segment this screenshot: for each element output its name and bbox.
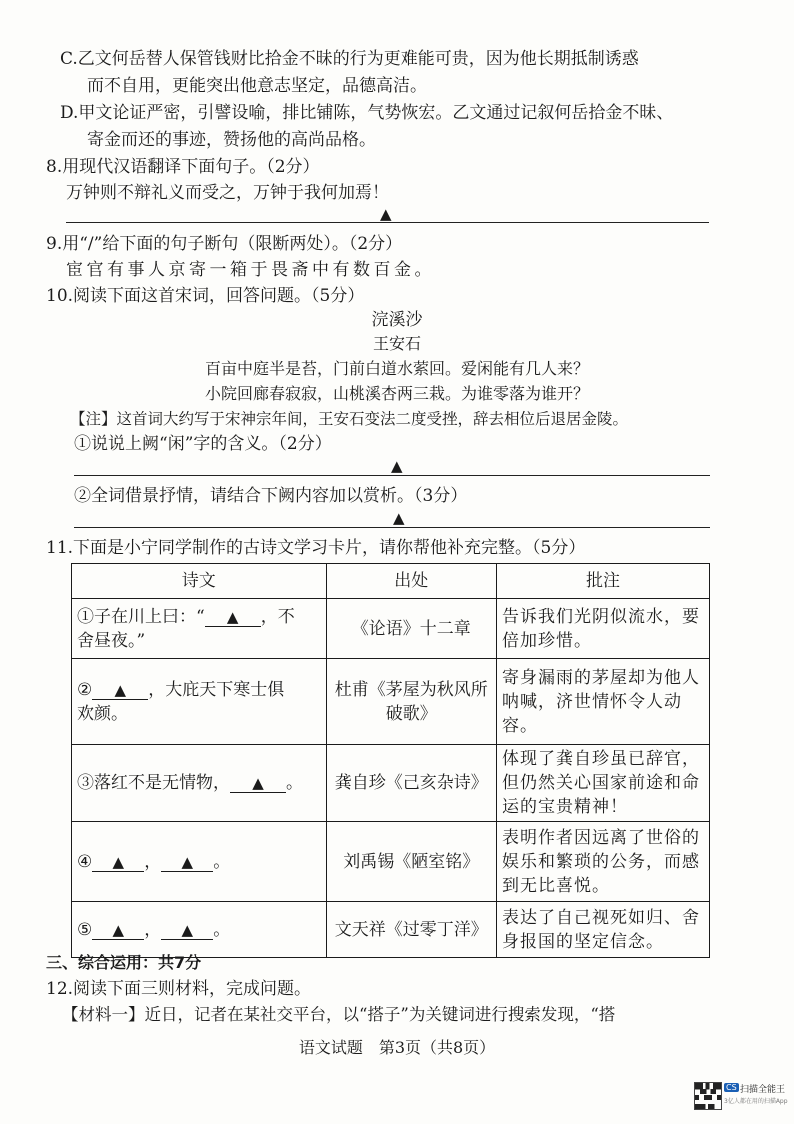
verse-text: ⑤ (77, 919, 93, 940)
note-cell: 告诉我们光阴似流水，要倍加珍惜。 (496, 599, 709, 659)
verse-text: 欢颜。 (77, 703, 128, 724)
q9-sentence: 宦官有事人京寄一箱于畏斋中有数百金。 (66, 260, 435, 280)
source-cell: 杜甫《茅屋为秋风所破歌》 (326, 659, 496, 745)
verse-cell (72, 902, 327, 958)
brand-badge: CS (726, 1083, 737, 1092)
q8-sentence: 万钟则不辩礼义而受之，万钟于我何加焉！ (66, 183, 389, 203)
table-row (72, 745, 710, 822)
answer-marker-icon: ▲ (380, 205, 392, 223)
table-row (72, 902, 710, 958)
option-c-line2: 而不自用，更能突出他意志坚定，品德高洁。 (87, 76, 427, 96)
verse-text: 舍昼夜。” (77, 630, 146, 651)
answer-marker-icon: ▲ (393, 509, 405, 527)
q9-title: 9.用“/”给下面的句子断句（限断两处）。（2分） (46, 234, 403, 254)
brand-name: 扫描全能王 (740, 1085, 786, 1095)
note-cell: 寄身漏雨的茅屋却为他人呐喊，济世情怀令人动容。 (496, 659, 709, 745)
verse-text: 。 (213, 851, 231, 872)
table-header-row (72, 564, 710, 599)
verse-cell (72, 659, 327, 745)
answer-line[interactable] (74, 527, 710, 528)
answer-line[interactable] (74, 475, 710, 476)
verse-text: ， (144, 851, 162, 872)
verse-text: ③落红不是无情物， (77, 773, 230, 793)
section-title: 三、综合运用：共7分 (46, 953, 202, 972)
q10-sub2: ②全词借景抒情，请结合下阙内容加以赏析。（3分） (74, 486, 468, 506)
verse-cell (72, 745, 327, 822)
verse-text: ② (77, 679, 93, 700)
table-row (72, 599, 710, 659)
q11-title: 11.下面是小宁同学制作的古诗文学习卡片，请你帮他补充完整。（5分） (46, 538, 586, 558)
poem-line-1: 百亩中庭半是苔，门前白道水萦回。爱闲能有几人来？ (204, 359, 589, 378)
fill-blank[interactable]: ▲ (161, 921, 213, 940)
verse-cell (72, 822, 327, 902)
note-cell: 表明作者因远离了世俗的娱乐和繁琐的公务，而感到无比喜悦。 (496, 822, 709, 902)
answer-line[interactable] (66, 222, 709, 223)
q10-sub1: ①说说上阙“闲”字的含义。（2分） (74, 434, 332, 454)
verse-text: ④ (77, 851, 93, 872)
fill-blank[interactable]: ▲ (161, 853, 213, 872)
poem-author: 王安石 (372, 334, 421, 353)
verse-text: ，不 (260, 606, 295, 627)
page-footer: 语文试题 第3页（共8页） (298, 1038, 496, 1057)
q12-title: 12.阅读下面三则材料，完成问题。 (46, 979, 312, 999)
source-cell: 《论语》十二章 (326, 599, 496, 659)
note-cell: 表达了自己视死如归、舍身报国的坚定信念。 (496, 902, 709, 958)
scanner-watermark (694, 1080, 789, 1116)
verse-text: 。 (286, 773, 303, 793)
source-cell: 文天祥《过零丁洋》 (326, 902, 496, 958)
q8-title: 8.用现代汉语翻译下面句子。（2分） (46, 157, 320, 177)
qr-code-icon (694, 1082, 722, 1110)
verse-text: ①子在川上曰：“ (77, 606, 205, 627)
note-cell: 体现了龚自珍虽已辞官，但仍然关心国家前途和命运的宝贵精神！ (496, 745, 709, 822)
material-1-text: 【材料一】近日，记者在某社交平台，以“搭子”为关键词进行搜索发现，“搭 (62, 1005, 616, 1024)
verse-cell (72, 599, 327, 659)
header-note: 批注 (496, 564, 709, 599)
table-row (72, 822, 710, 902)
fill-blank[interactable]: ▲ (205, 608, 261, 627)
option-d-line2: 寄金而还的事迹，赞扬他的高尚品格。 (87, 130, 376, 150)
brand-sub: 3亿人都在用的扫描App (724, 1098, 788, 1105)
study-card-table (71, 563, 710, 958)
poem-note: 【注】这首词大约写于宋神宗年间，王安石变法二度受挫，辞去相位后退居金陵。 (70, 410, 629, 428)
source-cell: 龚自珍《己亥杂诗》 (326, 745, 496, 822)
option-c-line1: C.乙文何岳替人保管钱财比拾金不昧的行为更难能可贵，因为他长期抵制诱惑 (60, 49, 639, 69)
poem-line-2: 小院回廊春寂寂，山桃溪杏两三栽。为谁零落为谁开？ (204, 384, 589, 403)
option-d-line1: D.甲文论证严密，引譬设喻，排比铺陈，气势恢宏。乙文通过记叙何岳拾金不昧、 (60, 103, 674, 123)
header-verse: 诗文 (72, 564, 327, 599)
fill-blank[interactable]: ▲ (92, 853, 144, 872)
verse-text: ， (144, 919, 162, 940)
source-cell: 刘禹锡《陋室铭》 (326, 822, 496, 902)
fill-blank[interactable]: ▲ (92, 921, 144, 940)
fill-blank[interactable]: ▲ (230, 774, 286, 793)
fill-blank[interactable]: ▲ (92, 681, 148, 700)
verse-text: ，大庇天下寒士俱 (148, 679, 285, 700)
header-source: 出处 (326, 564, 496, 599)
poem-title: 浣溪沙 (371, 310, 423, 330)
answer-marker-icon: ▲ (391, 457, 403, 475)
verse-text: 。 (213, 919, 231, 940)
table-row (72, 659, 710, 745)
q10-title: 10.阅读下面这首宋词，回答问题。（5分） (46, 286, 365, 306)
